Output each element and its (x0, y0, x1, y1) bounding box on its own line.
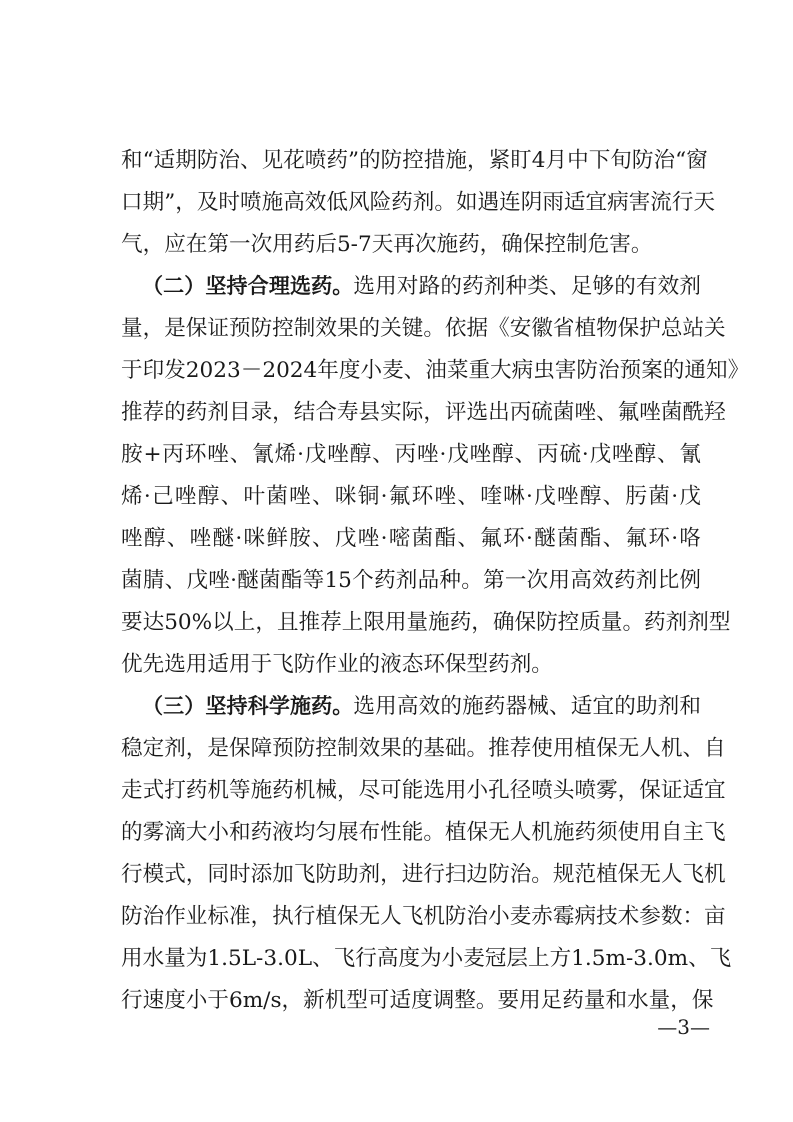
body-text-line: 量，是保证预防控制效果的关键。依据《安徽省植物保护总站关 (121, 316, 726, 341)
body-text-line: 行模式，同时添加飞防助剂，进行扫边防治。规范植保无人飞机 (121, 862, 726, 887)
body-text-line: 烯·己唑醇、叶菌唑、咪铜·氟环唑、喹啉·戊唑醇、肟菌·戊 (121, 484, 701, 509)
body-text-fragment: 选用对路的药剂种类、足够的有效剂 (353, 274, 701, 299)
body-text-line: 用水量为1.5L-3.0L、飞行高度为小麦冠层上方1.5m-3.0m、飞 (121, 946, 732, 971)
body-text-fragment: 选用高效的施药器械、适宜的助剂和 (353, 694, 701, 719)
body-text-line: 气，应在第一次用药后5-7天再次施药，确保控制危害。 (121, 232, 653, 257)
page-number: —3— (657, 1015, 710, 1039)
section-2-first-line (142, 268, 701, 305)
section-3-heading: （三）坚持科学施药。 (142, 694, 354, 718)
section-2-heading: （二）坚持合理选药。 (142, 274, 354, 298)
body-text-line: 唑醇、唑醚·咪鲜胺、戊唑·嘧菌酯、氟环·醚菌酯、氟环·咯 (121, 526, 701, 551)
body-text-line: 要达50%以上，且推荐上限用量施药，确保防控质量。药剂剂型 (121, 610, 731, 635)
body-text-line: 优先选用适用于飞防作业的液态环保型药剂。 (121, 652, 553, 677)
body-text-line: 的雾滴大小和药液均匀展布性能。植保无人机施药须使用自主飞 (121, 820, 726, 845)
body-text-line: 和“适期防治、见花喷药”的防控措施，紧盯4月中下旬防治“窗 (121, 148, 708, 173)
section-3-first-line (142, 688, 701, 725)
body-text-line: 走式打药机等施药机械，尽可能选用小孔径喷头喷雾，保证适宜 (121, 778, 726, 803)
body-text-line: 推荐的药剂目录，结合寿县实际，评选出丙硫菌唑、氟唑菌酰羟 (121, 400, 726, 425)
body-text-line: 防治作业标准，执行植保无人飞机防治小麦赤霉病技术参数：亩 (121, 904, 726, 929)
body-text-line: 口期”，及时喷施高效低风险药剂。如遇连阴雨适宜病害流行天 (121, 190, 716, 215)
body-text-line: 稳定剂，是保障预防控制效果的基础。推荐使用植保无人机、自 (121, 736, 726, 761)
body-text-line: 菌腈、戊唑·醚菌酯等15个药剂品种。第一次用高效药剂比例 (121, 568, 701, 593)
body-text-line: 于印发2023－2024年度小麦、油菜重大病虫害防治预案的通知》 (121, 358, 750, 383)
body-text-line: 行速度小于6m/s，新机型可适度调整。要用足药量和水量，保 (121, 988, 714, 1013)
body-text-line: 胺+丙环唑、氰烯·戊唑醇、丙唑·戊唑醇、丙硫·戊唑醇、氰 (121, 442, 701, 467)
